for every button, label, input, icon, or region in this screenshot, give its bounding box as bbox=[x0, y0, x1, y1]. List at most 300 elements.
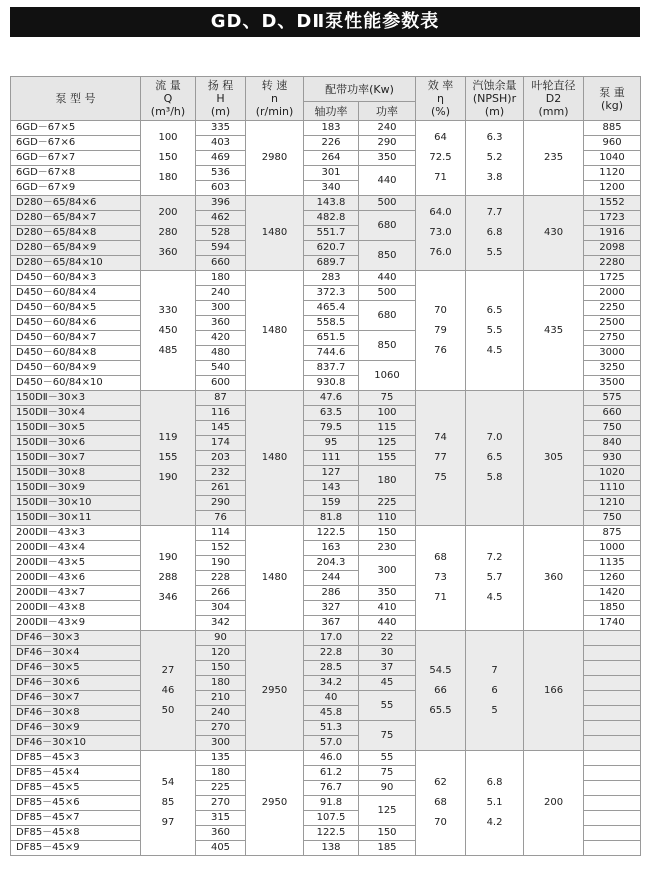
pump-model-cell: D280－65/84×7 bbox=[11, 211, 141, 226]
weight-cell: 3500 bbox=[584, 376, 641, 391]
pump-model-cell: D450－60/84×4 bbox=[11, 286, 141, 301]
table-row bbox=[11, 631, 641, 646]
pump-model-cell: DF85－45×3 bbox=[11, 751, 141, 766]
shaft-power-cell: 465.4 bbox=[304, 301, 359, 316]
weight-cell: 1000 bbox=[584, 541, 641, 556]
pump-model-cell: DF85－45×6 bbox=[11, 796, 141, 811]
shaft-power-cell: 837.7 bbox=[304, 361, 359, 376]
table-row bbox=[11, 196, 641, 211]
shaft-power-cell: 122.5 bbox=[304, 526, 359, 541]
head-cell: 660 bbox=[196, 256, 246, 271]
shaft-power-cell: 28.5 bbox=[304, 661, 359, 676]
head-cell: 180 bbox=[196, 676, 246, 691]
head-cell: 190 bbox=[196, 556, 246, 571]
flow-cell bbox=[141, 271, 196, 391]
shaft-power-cell: 159 bbox=[304, 496, 359, 511]
motor-power-cell: 500 bbox=[359, 286, 416, 301]
shaft-power-cell: 143.8 bbox=[304, 196, 359, 211]
head-cell: 315 bbox=[196, 811, 246, 826]
head-cell: 225 bbox=[196, 781, 246, 796]
head-cell: 536 bbox=[196, 166, 246, 181]
weight-cell: 1725 bbox=[584, 271, 641, 286]
weight-cell bbox=[584, 826, 641, 841]
motor-power-cell: 22 bbox=[359, 631, 416, 646]
head-cell: 76 bbox=[196, 511, 246, 526]
pump-model-cell: 150DⅡ－30×7 bbox=[11, 451, 141, 466]
weight-cell: 2750 bbox=[584, 331, 641, 346]
shaft-power-cell: 226 bbox=[304, 136, 359, 151]
head-cell: 469 bbox=[196, 151, 246, 166]
shaft-power-cell: 327 bbox=[304, 601, 359, 616]
pump-model-cell: 6GD－67×5 bbox=[11, 121, 141, 136]
pump-model-cell: D450－60/84×7 bbox=[11, 331, 141, 346]
motor-power-cell: 90 bbox=[359, 781, 416, 796]
motor-power-cell: 440 bbox=[359, 616, 416, 631]
weight-cell: 1850 bbox=[584, 601, 641, 616]
shaft-power-cell: 63.5 bbox=[304, 406, 359, 421]
motor-power-cell: 75 bbox=[359, 721, 416, 751]
col-weight-header: 泵 重 (kg) bbox=[584, 77, 641, 121]
eff-values: 70 79 76 bbox=[434, 304, 447, 356]
shaft-power-cell: 163 bbox=[304, 541, 359, 556]
flow-cell bbox=[141, 196, 196, 271]
head-cell: 150 bbox=[196, 661, 246, 676]
shaft-power-cell: 367 bbox=[304, 616, 359, 631]
npsh-cell bbox=[466, 271, 524, 391]
pump-model-cell: D450－60/84×6 bbox=[11, 316, 141, 331]
table-row bbox=[11, 271, 641, 286]
pump-model-cell: 150DⅡ－30×9 bbox=[11, 481, 141, 496]
weight-cell: 1210 bbox=[584, 496, 641, 511]
weight-cell: 2250 bbox=[584, 301, 641, 316]
page-title: GD、D、DⅡ泵性能参数表 bbox=[10, 7, 640, 37]
weight-cell: 2098 bbox=[584, 241, 641, 256]
eff-values: 54.5 66 65.5 bbox=[429, 664, 452, 716]
pump-model-cell: D450－60/84×5 bbox=[11, 301, 141, 316]
shaft-power-cell: 930.8 bbox=[304, 376, 359, 391]
head-cell: 203 bbox=[196, 451, 246, 466]
motor-power-cell: 125 bbox=[359, 796, 416, 826]
head-cell: 420 bbox=[196, 331, 246, 346]
motor-power-cell: 350 bbox=[359, 586, 416, 601]
impeller-cell: 305 bbox=[524, 391, 584, 526]
pump-model-cell: 200DⅡ－43×5 bbox=[11, 556, 141, 571]
shaft-power-cell: 46.0 bbox=[304, 751, 359, 766]
weight-cell: 1200 bbox=[584, 181, 641, 196]
weight-cell bbox=[584, 796, 641, 811]
motor-power-cell: 440 bbox=[359, 271, 416, 286]
head-cell: 135 bbox=[196, 751, 246, 766]
col-impeller-header: 叶轮直径 D2 (mm) bbox=[524, 77, 584, 121]
shaft-power-cell: 17.0 bbox=[304, 631, 359, 646]
pump-model-cell: 150DⅡ－30×3 bbox=[11, 391, 141, 406]
motor-power-cell: 30 bbox=[359, 646, 416, 661]
pump-model-cell: 200DⅡ－43×6 bbox=[11, 571, 141, 586]
motor-power-cell: 150 bbox=[359, 526, 416, 541]
shaft-power-cell: 264 bbox=[304, 151, 359, 166]
shaft-power-cell: 57.0 bbox=[304, 736, 359, 751]
shaft-power-cell: 51.3 bbox=[304, 721, 359, 736]
pump-model-cell: D450－60/84×9 bbox=[11, 361, 141, 376]
eff-values: 68 73 71 bbox=[434, 552, 447, 603]
flow-values: 100 150 180 bbox=[158, 132, 178, 183]
flow-cell bbox=[141, 751, 196, 856]
weight-cell: 1110 bbox=[584, 481, 641, 496]
pump-model-cell: 150DⅡ－30×10 bbox=[11, 496, 141, 511]
table-row bbox=[11, 751, 641, 766]
shaft-power-cell: 47.6 bbox=[304, 391, 359, 406]
col-head-header: 扬 程 H (m) bbox=[196, 77, 246, 121]
weight-cell bbox=[584, 736, 641, 751]
head-cell: 152 bbox=[196, 541, 246, 556]
weight-cell: 1040 bbox=[584, 151, 641, 166]
npsh-cell bbox=[466, 391, 524, 526]
motor-power-cell: 850 bbox=[359, 241, 416, 271]
col-eff-header: 效 率 η (%) bbox=[416, 77, 466, 121]
head-cell: 228 bbox=[196, 571, 246, 586]
shaft-power-cell: 127 bbox=[304, 466, 359, 481]
weight-cell bbox=[584, 691, 641, 706]
head-cell: 540 bbox=[196, 361, 246, 376]
weight-cell: 885 bbox=[584, 121, 641, 136]
flow-cell bbox=[141, 391, 196, 526]
weight-cell: 750 bbox=[584, 421, 641, 436]
col-flow-header: 流 量 Q (m³/h) bbox=[141, 77, 196, 121]
speed-cell: 2980 bbox=[246, 121, 304, 196]
flow-values: 200 280 360 bbox=[158, 207, 178, 258]
pump-model-cell: 150DⅡ－30×8 bbox=[11, 466, 141, 481]
weight-cell: 875 bbox=[584, 526, 641, 541]
weight-cell: 1552 bbox=[584, 196, 641, 211]
eff-values: 64.0 73.0 76.0 bbox=[429, 207, 452, 258]
motor-power-cell: 1060 bbox=[359, 361, 416, 391]
head-cell: 600 bbox=[196, 376, 246, 391]
pump-model-cell: DF85－45×8 bbox=[11, 826, 141, 841]
motor-power-cell: 150 bbox=[359, 826, 416, 841]
shaft-power-cell: 61.2 bbox=[304, 766, 359, 781]
head-cell: 120 bbox=[196, 646, 246, 661]
shaft-power-cell: 744.6 bbox=[304, 346, 359, 361]
shaft-power-cell: 107.5 bbox=[304, 811, 359, 826]
pump-performance-table bbox=[10, 76, 641, 856]
weight-cell: 1260 bbox=[584, 571, 641, 586]
pump-model-cell: D450－60/84×3 bbox=[11, 271, 141, 286]
head-cell: 266 bbox=[196, 586, 246, 601]
pump-model-cell: 6GD－67×9 bbox=[11, 181, 141, 196]
pump-model-cell: DF46－30×7 bbox=[11, 691, 141, 706]
weight-cell: 750 bbox=[584, 511, 641, 526]
head-cell: 174 bbox=[196, 436, 246, 451]
head-cell: 87 bbox=[196, 391, 246, 406]
eff-cell bbox=[416, 751, 466, 856]
motor-power-cell: 185 bbox=[359, 841, 416, 856]
pump-model-cell: DF46－30×5 bbox=[11, 661, 141, 676]
flow-cell bbox=[141, 526, 196, 631]
col-motor-power-header: 功率 bbox=[359, 102, 416, 121]
weight-cell: 2500 bbox=[584, 316, 641, 331]
motor-power-cell: 55 bbox=[359, 751, 416, 766]
weight-cell: 1420 bbox=[584, 586, 641, 601]
motor-power-cell: 45 bbox=[359, 676, 416, 691]
col-power-header: 配带功率(Kw) bbox=[304, 77, 416, 102]
motor-power-cell: 440 bbox=[359, 166, 416, 196]
head-cell: 290 bbox=[196, 496, 246, 511]
npsh-cell bbox=[466, 751, 524, 856]
flow-values: 27 46 50 bbox=[161, 664, 175, 716]
weight-cell: 2280 bbox=[584, 256, 641, 271]
npsh-cell bbox=[466, 631, 524, 751]
head-cell: 603 bbox=[196, 181, 246, 196]
weight-cell bbox=[584, 676, 641, 691]
pump-model-cell: DF46－30×3 bbox=[11, 631, 141, 646]
weight-cell: 960 bbox=[584, 136, 641, 151]
pump-model-cell: 150DⅡ－30×4 bbox=[11, 406, 141, 421]
shaft-power-cell: 45.8 bbox=[304, 706, 359, 721]
motor-power-cell: 55 bbox=[359, 691, 416, 721]
speed-cell: 2950 bbox=[246, 751, 304, 856]
head-cell: 342 bbox=[196, 616, 246, 631]
pump-model-cell: D450－60/84×10 bbox=[11, 376, 141, 391]
head-cell: 240 bbox=[196, 286, 246, 301]
shaft-power-cell: 79.5 bbox=[304, 421, 359, 436]
head-cell: 480 bbox=[196, 346, 246, 361]
table-body bbox=[11, 121, 641, 856]
motor-power-cell: 75 bbox=[359, 391, 416, 406]
pump-model-cell: 200DⅡ－43×9 bbox=[11, 616, 141, 631]
npsh-values: 6.3 5.2 3.8 bbox=[486, 132, 503, 183]
weight-cell: 1723 bbox=[584, 211, 641, 226]
pump-model-cell: 200DⅡ－43×7 bbox=[11, 586, 141, 601]
table-row bbox=[11, 391, 641, 406]
head-cell: 403 bbox=[196, 136, 246, 151]
shaft-power-cell: 143 bbox=[304, 481, 359, 496]
pump-model-cell: DF46－30×10 bbox=[11, 736, 141, 751]
impeller-cell: 430 bbox=[524, 196, 584, 271]
motor-power-cell: 110 bbox=[359, 511, 416, 526]
head-cell: 360 bbox=[196, 316, 246, 331]
impeller-cell: 360 bbox=[524, 526, 584, 631]
pump-model-cell: DF46－30×4 bbox=[11, 646, 141, 661]
shaft-power-cell: 244 bbox=[304, 571, 359, 586]
npsh-cell bbox=[466, 196, 524, 271]
weight-cell: 660 bbox=[584, 406, 641, 421]
impeller-cell: 166 bbox=[524, 631, 584, 751]
pump-model-cell: 6GD－67×7 bbox=[11, 151, 141, 166]
flow-values: 190 288 346 bbox=[158, 552, 178, 603]
motor-power-cell: 75 bbox=[359, 766, 416, 781]
table-header bbox=[11, 77, 641, 121]
eff-cell bbox=[416, 271, 466, 391]
col-model-header: 泵 型 号 bbox=[11, 77, 141, 121]
head-cell: 300 bbox=[196, 301, 246, 316]
npsh-cell bbox=[466, 121, 524, 196]
motor-power-cell: 100 bbox=[359, 406, 416, 421]
head-cell: 261 bbox=[196, 481, 246, 496]
eff-values: 64 72.5 71 bbox=[429, 132, 452, 183]
npsh-values: 7.7 6.8 5.5 bbox=[486, 207, 503, 258]
pump-model-cell: 200DⅡ－43×3 bbox=[11, 526, 141, 541]
motor-power-cell: 290 bbox=[359, 136, 416, 151]
weight-cell: 575 bbox=[584, 391, 641, 406]
motor-power-cell: 230 bbox=[359, 541, 416, 556]
head-cell: 528 bbox=[196, 226, 246, 241]
shaft-power-cell: 301 bbox=[304, 166, 359, 181]
weight-cell: 3250 bbox=[584, 361, 641, 376]
pump-model-cell: D280－65/84×9 bbox=[11, 241, 141, 256]
head-cell: 405 bbox=[196, 841, 246, 856]
shaft-power-cell: 204.3 bbox=[304, 556, 359, 571]
impeller-cell: 200 bbox=[524, 751, 584, 856]
pump-model-cell: 6GD－67×8 bbox=[11, 166, 141, 181]
shaft-power-cell: 40 bbox=[304, 691, 359, 706]
pump-model-cell: DF85－45×4 bbox=[11, 766, 141, 781]
eff-values: 62 68 70 bbox=[434, 777, 447, 828]
head-cell: 145 bbox=[196, 421, 246, 436]
head-cell: 114 bbox=[196, 526, 246, 541]
motor-power-cell: 37 bbox=[359, 661, 416, 676]
npsh-values: 7.0 6.5 5.8 bbox=[486, 432, 503, 483]
eff-cell bbox=[416, 121, 466, 196]
head-cell: 594 bbox=[196, 241, 246, 256]
npsh-values: 6.5 5.5 4.5 bbox=[486, 304, 503, 356]
col-npsh-header: 汽蚀余量 (NPSH)r (m) bbox=[466, 77, 524, 121]
weight-cell bbox=[584, 841, 641, 856]
table-row bbox=[11, 526, 641, 541]
shaft-power-cell: 81.8 bbox=[304, 511, 359, 526]
flow-cell bbox=[141, 631, 196, 751]
pump-model-cell: D280－65/84×6 bbox=[11, 196, 141, 211]
motor-power-cell: 225 bbox=[359, 496, 416, 511]
shaft-power-cell: 22.8 bbox=[304, 646, 359, 661]
weight-cell: 1740 bbox=[584, 616, 641, 631]
motor-power-cell: 300 bbox=[359, 556, 416, 586]
head-cell: 90 bbox=[196, 631, 246, 646]
eff-cell bbox=[416, 196, 466, 271]
weight-cell: 1135 bbox=[584, 556, 641, 571]
weight-cell: 1020 bbox=[584, 466, 641, 481]
npsh-values: 6.8 5.1 4.2 bbox=[486, 777, 503, 828]
motor-power-cell: 350 bbox=[359, 151, 416, 166]
shaft-power-cell: 651.5 bbox=[304, 331, 359, 346]
weight-cell bbox=[584, 766, 641, 781]
motor-power-cell: 500 bbox=[359, 196, 416, 211]
pump-model-cell: DF46－30×8 bbox=[11, 706, 141, 721]
head-cell: 335 bbox=[196, 121, 246, 136]
shaft-power-cell: 95 bbox=[304, 436, 359, 451]
pump-model-cell: 150DⅡ－30×6 bbox=[11, 436, 141, 451]
table-row bbox=[11, 121, 641, 136]
speed-cell: 1480 bbox=[246, 271, 304, 391]
head-cell: 240 bbox=[196, 706, 246, 721]
motor-power-cell: 115 bbox=[359, 421, 416, 436]
head-cell: 180 bbox=[196, 766, 246, 781]
head-cell: 116 bbox=[196, 406, 246, 421]
pump-model-cell: 6GD－67×6 bbox=[11, 136, 141, 151]
motor-power-cell: 410 bbox=[359, 601, 416, 616]
speed-cell: 1480 bbox=[246, 391, 304, 526]
motor-power-cell: 850 bbox=[359, 331, 416, 361]
flow-values: 54 85 97 bbox=[161, 777, 175, 828]
weight-cell bbox=[584, 781, 641, 796]
col-speed-header: 转 速 n (r/min) bbox=[246, 77, 304, 121]
head-cell: 462 bbox=[196, 211, 246, 226]
pump-model-cell: 150DⅡ－30×5 bbox=[11, 421, 141, 436]
motor-power-cell: 680 bbox=[359, 211, 416, 241]
col-shaft-power-header: 轴功率 bbox=[304, 102, 359, 121]
weight-cell: 1120 bbox=[584, 166, 641, 181]
motor-power-cell: 180 bbox=[359, 466, 416, 496]
head-cell: 300 bbox=[196, 736, 246, 751]
weight-cell bbox=[584, 706, 641, 721]
speed-cell: 2950 bbox=[246, 631, 304, 751]
impeller-cell: 435 bbox=[524, 271, 584, 391]
pump-model-cell: 200DⅡ－43×4 bbox=[11, 541, 141, 556]
weight-cell: 1916 bbox=[584, 226, 641, 241]
shaft-power-cell: 111 bbox=[304, 451, 359, 466]
shaft-power-cell: 558.5 bbox=[304, 316, 359, 331]
pump-model-cell: DF85－45×7 bbox=[11, 811, 141, 826]
weight-cell: 2000 bbox=[584, 286, 641, 301]
npsh-values: 7.2 5.7 4.5 bbox=[486, 552, 503, 603]
pump-model-cell: DF46－30×9 bbox=[11, 721, 141, 736]
pump-model-cell: DF85－45×9 bbox=[11, 841, 141, 856]
pump-model-cell: DF85－45×5 bbox=[11, 781, 141, 796]
npsh-values: 7 6 5 bbox=[491, 664, 498, 716]
pump-model-cell: 150DⅡ－30×11 bbox=[11, 511, 141, 526]
npsh-cell bbox=[466, 526, 524, 631]
shaft-power-cell: 283 bbox=[304, 271, 359, 286]
weight-cell bbox=[584, 811, 641, 826]
pump-model-cell: D450－60/84×8 bbox=[11, 346, 141, 361]
pump-model-cell: D280－65/84×10 bbox=[11, 256, 141, 271]
impeller-cell: 235 bbox=[524, 121, 584, 196]
weight-cell bbox=[584, 721, 641, 736]
flow-values: 330 450 485 bbox=[158, 304, 178, 356]
head-cell: 396 bbox=[196, 196, 246, 211]
shaft-power-cell: 372.3 bbox=[304, 286, 359, 301]
eff-cell bbox=[416, 391, 466, 526]
head-cell: 210 bbox=[196, 691, 246, 706]
shaft-power-cell: 91.8 bbox=[304, 796, 359, 811]
shaft-power-cell: 122.5 bbox=[304, 826, 359, 841]
head-cell: 360 bbox=[196, 826, 246, 841]
head-cell: 304 bbox=[196, 601, 246, 616]
pump-model-cell: DF46－30×6 bbox=[11, 676, 141, 691]
shaft-power-cell: 34.2 bbox=[304, 676, 359, 691]
shaft-power-cell: 183 bbox=[304, 121, 359, 136]
shaft-power-cell: 620.7 bbox=[304, 241, 359, 256]
shaft-power-cell: 286 bbox=[304, 586, 359, 601]
motor-power-cell: 125 bbox=[359, 436, 416, 451]
eff-cell bbox=[416, 526, 466, 631]
head-cell: 270 bbox=[196, 796, 246, 811]
eff-values: 74 77 75 bbox=[434, 432, 447, 483]
head-cell: 232 bbox=[196, 466, 246, 481]
shaft-power-cell: 689.7 bbox=[304, 256, 359, 271]
pump-model-cell: D280－65/84×8 bbox=[11, 226, 141, 241]
speed-cell: 1480 bbox=[246, 196, 304, 271]
shaft-power-cell: 76.7 bbox=[304, 781, 359, 796]
weight-cell: 3000 bbox=[584, 346, 641, 361]
shaft-power-cell: 551.7 bbox=[304, 226, 359, 241]
motor-power-cell: 240 bbox=[359, 121, 416, 136]
head-cell: 270 bbox=[196, 721, 246, 736]
motor-power-cell: 680 bbox=[359, 301, 416, 331]
weight-cell bbox=[584, 631, 641, 646]
weight-cell bbox=[584, 661, 641, 676]
motor-power-cell: 155 bbox=[359, 451, 416, 466]
weight-cell bbox=[584, 751, 641, 766]
